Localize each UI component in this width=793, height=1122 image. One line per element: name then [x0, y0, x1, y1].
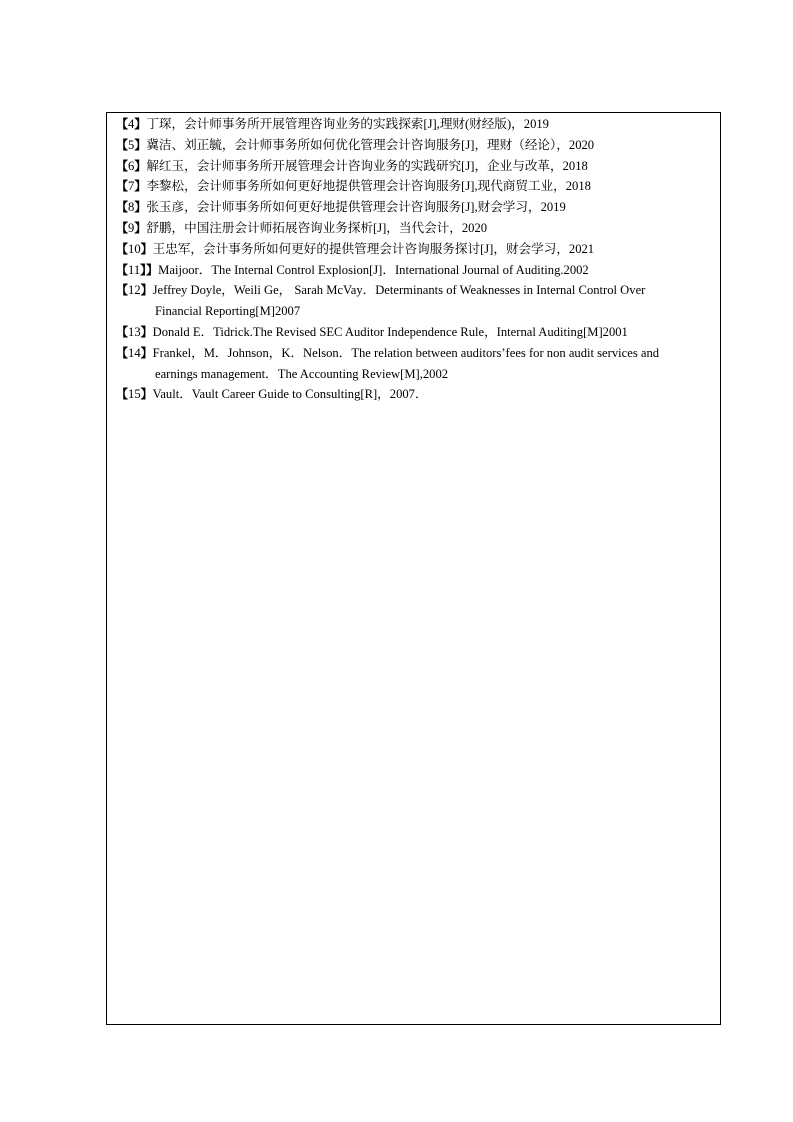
open-bracket: 【: [116, 158, 129, 173]
reference-text: Maijoor．The Internal Control Explosion[J]．International Journal of Auditing.2002: [158, 262, 589, 277]
close-bracket: 】: [140, 324, 153, 339]
reference-text: Frankel，M．Johnson，K．Nelson．The relation between auditors’fees for non audit services and: [152, 345, 660, 360]
close-bracket: 】: [140, 387, 153, 402]
open-bracket: 【: [116, 324, 129, 339]
reference-item: [116, 343, 718, 385]
reference-number: 10: [128, 241, 141, 256]
reference-item: [116, 114, 718, 135]
reference-continuation: Financial Reporting[M]2007: [155, 304, 301, 319]
reference-item: [116, 239, 718, 260]
reference-text: 王忠军，会计事务所如何更好的提供管理会计咨询服务探讨[J]，财会学习，2021: [152, 241, 595, 256]
reference-text: 冀洁、刘正毓，会计师事务所如何优化管理会计咨询服务[J]，理财（经论），2020: [146, 137, 595, 152]
reference-item: [116, 322, 718, 343]
reference-number: 11: [128, 262, 141, 277]
open-bracket: 【: [116, 345, 129, 360]
reference-item: [116, 156, 718, 177]
close-bracket: 】: [134, 179, 147, 194]
open-bracket: 【: [116, 283, 129, 298]
close-bracket: 】: [134, 220, 147, 235]
open-bracket: 【: [116, 241, 129, 256]
open-bracket: 【: [116, 220, 129, 235]
reference-text: Donald E．Tidrick.The Revised SEC Auditor Independence Rule，Internal Auditing[M]2001: [152, 324, 628, 339]
reference-number: 9: [128, 220, 135, 235]
reference-text: 李黎松，会计师事务所如何更好地提供管理会计咨询服务[J],现代商贸工业，2018: [146, 179, 591, 194]
close-bracket: 】: [134, 117, 147, 131]
close-bracket: 】: [140, 345, 153, 360]
open-bracket: 【: [116, 387, 129, 402]
reference-item: [116, 135, 718, 156]
reference-item: [116, 218, 718, 239]
reference-number: 4: [128, 117, 135, 131]
reference-item: [116, 197, 718, 218]
close-bracket: 】】: [140, 262, 159, 277]
reference-number: 5: [128, 137, 135, 152]
open-bracket: 【: [116, 117, 129, 131]
close-bracket: 】: [134, 137, 147, 152]
reference-text: 丁琛，会计师事务所开展管理咨询业务的实践探索[J],理财(财经版)，2019: [146, 117, 549, 131]
close-bracket: 】: [140, 241, 153, 256]
reference-continuation: earnings management．The Accounting Review[M],2002: [155, 366, 449, 381]
open-bracket: 【: [116, 137, 129, 152]
open-bracket: 【: [116, 200, 129, 215]
reference-text: 舒鹏，中国注册会计师拓展咨询业务探析[J]，当代会计，2020: [146, 220, 488, 235]
close-bracket: 】: [134, 200, 147, 215]
open-bracket: 【: [116, 179, 129, 194]
reference-list: [116, 114, 718, 405]
close-bracket: 】: [140, 283, 153, 298]
reference-text: 解红玉，会计师事务所开展管理会计咨询业务的实践研究[J]，企业与改革，2018: [146, 158, 588, 173]
reference-text: 张玉彦，会计师事务所如何更好地提供管理会计咨询服务[J],财会学习，2019: [146, 200, 566, 215]
open-bracket: 【: [116, 262, 129, 277]
reference-number: 13: [128, 324, 141, 339]
reference-number: 12: [128, 283, 141, 298]
reference-item: [116, 176, 718, 197]
reference-text: Vault．Vault Career Guide to Consulting[R]，2007．: [152, 387, 428, 402]
reference-number: 7: [128, 179, 135, 194]
reference-item: [116, 260, 718, 281]
reference-number: 8: [128, 200, 135, 215]
reference-number: 15: [128, 387, 141, 402]
reference-item: [116, 280, 718, 322]
reference-item: [116, 384, 718, 405]
reference-number: 14: [128, 345, 141, 360]
reference-number: 6: [128, 158, 135, 173]
reference-text: Jeffrey Doyle，Weili Ge， Sarah McVay．Determinants of Weaknesses in Internal Control Over: [152, 283, 646, 298]
close-bracket: 】: [134, 158, 147, 173]
